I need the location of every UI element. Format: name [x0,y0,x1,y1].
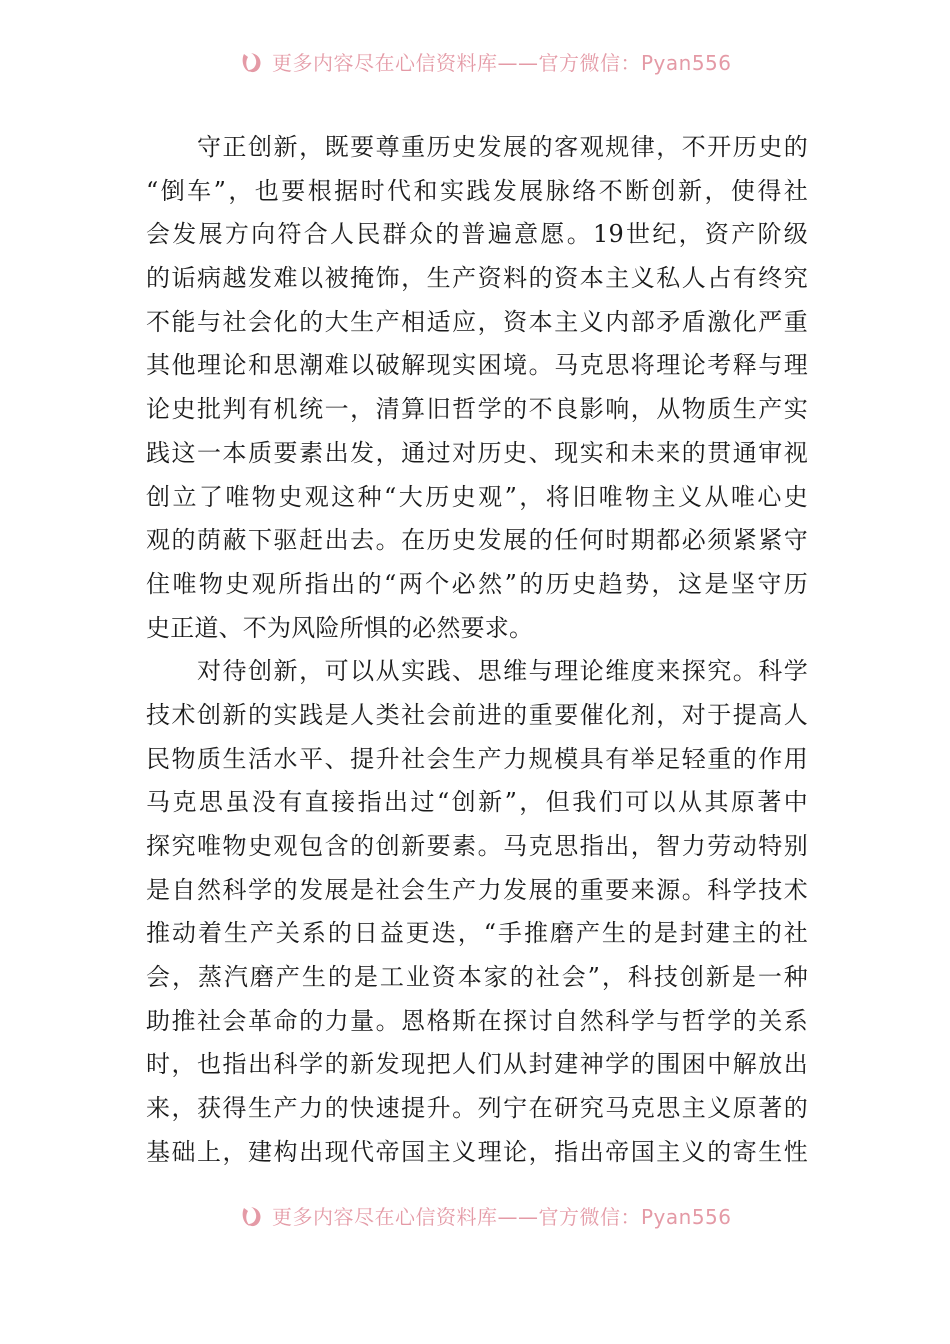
text-line: 时，也指出科学的新发现把人们从封建神学的围困中解放出 [146,1050,808,1079]
text-line: 助推社会革命的力量。恩格斯在探讨自然科学与哲学的关系 [146,1006,808,1035]
paragraph-1 [146,126,808,650]
text-line: 其他理论和思潮难以破解现实困境。马克思将理论考释与理 [146,351,808,380]
header-watermark [0,52,950,92]
text-line: 践这一本质要素出发，通过对历史、现实和未来的贯通审视 [146,438,808,467]
text-line: 会，蒸汽磨产生的是工业资本家的社会”，科技创新是一种 [146,963,808,992]
text-line: 史正道、不为风险所惧的必然要求。 [146,613,534,642]
brand-logo-icon [238,1206,266,1230]
text-line: 论史批判有机统一，清算旧哲学的不良影响，从物质生产实 [146,395,808,424]
text-line: 守正创新，既要尊重历史发展的客观规律，不开历史的 [146,133,808,161]
text-line: 技术创新的实践是人类社会前进的重要催化剂，对于提高人 [146,700,808,729]
text-line: 会发展方向符合人民群众的普遍意愿。19世纪，资产阶级 [146,220,808,249]
text-line: “倒车”，也要根据时代和实践发展脉络不断创新，使得社 [146,176,808,205]
footer-watermark [0,1206,950,1246]
text-line: 探究唯物史观包含的创新要素。马克思指出，智力劳动特别 [146,832,808,860]
text-line: 住唯物史观所指出的“两个必然”的历史趋势，这是坚守历 [146,569,808,598]
text-line: 创立了唯物史观这种“大历史观”，将旧唯物主义从唯心史 [146,482,808,511]
document-body [146,126,808,1175]
text-line: 是自然科学的发展是社会生产力发展的重要来源。科学技术 [146,875,808,904]
text-line: 推动着生产关系的日益更迭，“手推磨产生的是封建主的社 [146,919,808,948]
paragraph-2 [146,650,808,1174]
text-line: 不能与社会化的大生产相适应，资本主义内部矛盾激化严重 [146,307,808,336]
text-line: 观的荫蔽下驱赶出去。在历史发展的任何时期都必须紧紧守 [146,526,808,555]
text-line: 的诟病越发难以被掩饰，生产资料的资本主义私人占有终究 [146,264,808,293]
text-line: 对待创新，可以从实践、思维与理论维度来探究。科学 [146,657,808,686]
text-line: 民物质生活水平、提升社会生产力规模具有举足轻重的作用 [146,744,808,773]
text-line: 基础上，建构出现代帝国主义理论，指出帝国主义的寄生性 [146,1137,808,1166]
watermark-text: 更多内容尽在心信资料库——官方微信：Pyan556 [272,1206,732,1229]
brand-logo-icon [238,52,266,76]
text-line: 马克思虽没有直接指出过“创新”，但我们可以从其原著中 [146,788,808,817]
text-line: 来，获得生产力的快速提升。列宁在研究马克思主义原著的 [146,1094,808,1123]
watermark-text: 更多内容尽在心信资料库——官方微信：Pyan556 [272,52,732,75]
